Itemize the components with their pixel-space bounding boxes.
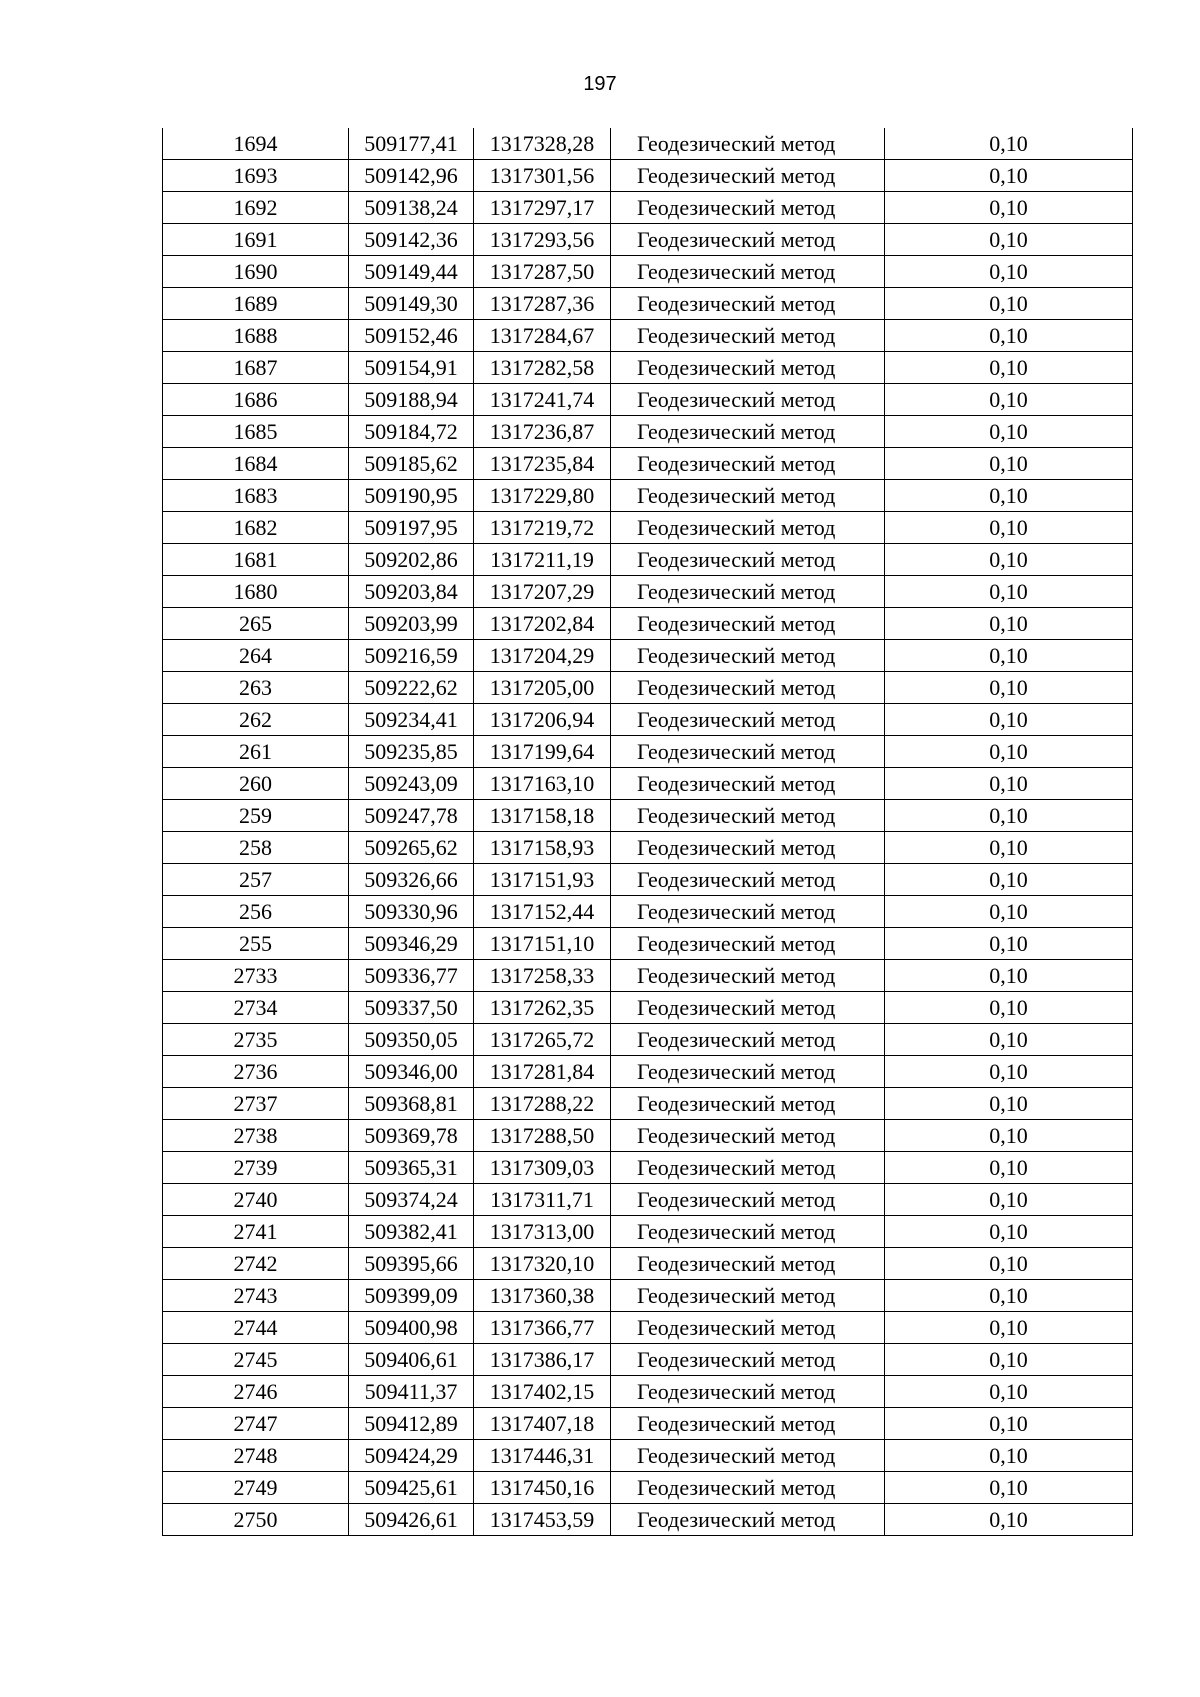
table-row: [163, 672, 1133, 704]
method-cell: Геодезический метод: [611, 448, 885, 480]
point-number-cell: 1693: [163, 160, 349, 192]
accuracy-cell: 0,10: [885, 992, 1133, 1024]
method-cell: Геодезический метод: [611, 1312, 885, 1344]
accuracy-cell: 0,10: [885, 1216, 1133, 1248]
x-coordinate-cell: 509197,95: [349, 512, 474, 544]
x-coordinate-cell: 509382,41: [349, 1216, 474, 1248]
method-cell: Геодезический метод: [611, 1024, 885, 1056]
point-number-cell: 1687: [163, 352, 349, 384]
accuracy-cell: 0,10: [885, 416, 1133, 448]
x-coordinate-cell: 509412,89: [349, 1408, 474, 1440]
page-number: 197: [583, 73, 617, 95]
method-cell: Геодезический метод: [611, 1088, 885, 1120]
point-number-cell: 2737: [163, 1088, 349, 1120]
table-row: [163, 448, 1133, 480]
table-row: [163, 896, 1133, 928]
y-coordinate-cell: 1317287,50: [474, 256, 611, 288]
x-coordinate-cell: 509265,62: [349, 832, 474, 864]
accuracy-cell: 0,10: [885, 352, 1133, 384]
y-coordinate-cell: 1317219,72: [474, 512, 611, 544]
point-number-cell: 1692: [163, 192, 349, 224]
x-coordinate-cell: 509149,30: [349, 288, 474, 320]
accuracy-cell: 0,10: [885, 704, 1133, 736]
y-coordinate-cell: 1317407,18: [474, 1408, 611, 1440]
table-row: [163, 384, 1133, 416]
point-number-cell: 2743: [163, 1280, 349, 1312]
x-coordinate-cell: 509184,72: [349, 416, 474, 448]
x-coordinate-cell: 509149,44: [349, 256, 474, 288]
method-cell: Геодезический метод: [611, 992, 885, 1024]
table-row: [163, 416, 1133, 448]
x-coordinate-cell: 509142,96: [349, 160, 474, 192]
x-coordinate-cell: 509154,91: [349, 352, 474, 384]
accuracy-cell: 0,10: [885, 512, 1133, 544]
accuracy-cell: 0,10: [885, 288, 1133, 320]
table-row: [163, 512, 1133, 544]
y-coordinate-cell: 1317282,58: [474, 352, 611, 384]
y-coordinate-cell: 1317281,84: [474, 1056, 611, 1088]
table-row: [163, 1184, 1133, 1216]
x-coordinate-cell: 509426,61: [349, 1504, 474, 1536]
y-coordinate-cell: 1317241,74: [474, 384, 611, 416]
y-coordinate-cell: 1317311,71: [474, 1184, 611, 1216]
accuracy-cell: 0,10: [885, 1184, 1133, 1216]
table-row: [163, 128, 1133, 160]
accuracy-cell: 0,10: [885, 1504, 1133, 1536]
table-row: [163, 192, 1133, 224]
point-number-cell: 265: [163, 608, 349, 640]
x-coordinate-cell: 509177,41: [349, 128, 474, 160]
x-coordinate-cell: 509365,31: [349, 1152, 474, 1184]
accuracy-cell: 0,10: [885, 448, 1133, 480]
accuracy-cell: 0,10: [885, 480, 1133, 512]
method-cell: Геодезический метод: [611, 608, 885, 640]
point-number-cell: 257: [163, 864, 349, 896]
point-number-cell: 2750: [163, 1504, 349, 1536]
x-coordinate-cell: 509190,95: [349, 480, 474, 512]
y-coordinate-cell: 1317258,33: [474, 960, 611, 992]
x-coordinate-cell: 509152,46: [349, 320, 474, 352]
y-coordinate-cell: 1317206,94: [474, 704, 611, 736]
y-coordinate-cell: 1317211,19: [474, 544, 611, 576]
y-coordinate-cell: 1317366,77: [474, 1312, 611, 1344]
table-row: [163, 224, 1133, 256]
method-cell: Геодезический метод: [611, 896, 885, 928]
point-number-cell: 1685: [163, 416, 349, 448]
method-cell: Геодезический метод: [611, 1248, 885, 1280]
table-row: [163, 1120, 1133, 1152]
table-row: [163, 288, 1133, 320]
accuracy-cell: 0,10: [885, 1248, 1133, 1280]
point-number-cell: 2736: [163, 1056, 349, 1088]
point-number-cell: 2738: [163, 1120, 349, 1152]
table-row: [163, 704, 1133, 736]
y-coordinate-cell: 1317313,00: [474, 1216, 611, 1248]
x-coordinate-cell: 509411,37: [349, 1376, 474, 1408]
method-cell: Геодезический метод: [611, 1376, 885, 1408]
y-coordinate-cell: 1317152,44: [474, 896, 611, 928]
point-number-cell: 255: [163, 928, 349, 960]
y-coordinate-cell: 1317301,56: [474, 160, 611, 192]
method-cell: Геодезический метод: [611, 960, 885, 992]
x-coordinate-cell: 509424,29: [349, 1440, 474, 1472]
accuracy-cell: 0,10: [885, 1024, 1133, 1056]
y-coordinate-cell: 1317297,17: [474, 192, 611, 224]
coordinates-table-body: [163, 128, 1133, 1536]
point-number-cell: 2744: [163, 1312, 349, 1344]
point-number-cell: 1688: [163, 320, 349, 352]
method-cell: Геодезический метод: [611, 128, 885, 160]
y-coordinate-cell: 1317204,29: [474, 640, 611, 672]
y-coordinate-cell: 1317202,84: [474, 608, 611, 640]
accuracy-cell: 0,10: [885, 544, 1133, 576]
table-row: [163, 1248, 1133, 1280]
x-coordinate-cell: 509188,94: [349, 384, 474, 416]
table-row: [163, 832, 1133, 864]
x-coordinate-cell: 509330,96: [349, 896, 474, 928]
method-cell: Геодезический метод: [611, 384, 885, 416]
x-coordinate-cell: 509425,61: [349, 1472, 474, 1504]
method-cell: Геодезический метод: [611, 256, 885, 288]
x-coordinate-cell: 509247,78: [349, 800, 474, 832]
method-cell: Геодезический метод: [611, 320, 885, 352]
point-number-cell: 260: [163, 768, 349, 800]
point-number-cell: 1680: [163, 576, 349, 608]
point-number-cell: 2741: [163, 1216, 349, 1248]
table-row: [163, 1312, 1133, 1344]
accuracy-cell: 0,10: [885, 160, 1133, 192]
point-number-cell: 263: [163, 672, 349, 704]
accuracy-cell: 0,10: [885, 128, 1133, 160]
method-cell: Геодезический метод: [611, 160, 885, 192]
x-coordinate-cell: 509337,50: [349, 992, 474, 1024]
method-cell: Геодезический метод: [611, 224, 885, 256]
accuracy-cell: 0,10: [885, 192, 1133, 224]
table-row: [163, 1376, 1133, 1408]
table-row: [163, 1440, 1133, 1472]
accuracy-cell: 0,10: [885, 1120, 1133, 1152]
accuracy-cell: 0,10: [885, 320, 1133, 352]
accuracy-cell: 0,10: [885, 1056, 1133, 1088]
y-coordinate-cell: 1317163,10: [474, 768, 611, 800]
table-row: [163, 864, 1133, 896]
accuracy-cell: 0,10: [885, 384, 1133, 416]
x-coordinate-cell: 509243,09: [349, 768, 474, 800]
point-number-cell: 1694: [163, 128, 349, 160]
table-row: [163, 640, 1133, 672]
table-row: [163, 1408, 1133, 1440]
x-coordinate-cell: 509406,61: [349, 1344, 474, 1376]
method-cell: Геодезический метод: [611, 1120, 885, 1152]
table-row: [163, 1280, 1133, 1312]
y-coordinate-cell: 1317158,93: [474, 832, 611, 864]
y-coordinate-cell: 1317151,93: [474, 864, 611, 896]
accuracy-cell: 0,10: [885, 928, 1133, 960]
x-coordinate-cell: 509235,85: [349, 736, 474, 768]
point-number-cell: 2740: [163, 1184, 349, 1216]
y-coordinate-cell: 1317402,15: [474, 1376, 611, 1408]
point-number-cell: 1683: [163, 480, 349, 512]
point-number-cell: 2735: [163, 1024, 349, 1056]
x-coordinate-cell: 509346,00: [349, 1056, 474, 1088]
method-cell: Геодезический метод: [611, 928, 885, 960]
point-number-cell: 261: [163, 736, 349, 768]
point-number-cell: 1681: [163, 544, 349, 576]
point-number-cell: 2746: [163, 1376, 349, 1408]
table-row: [163, 576, 1133, 608]
accuracy-cell: 0,10: [885, 1152, 1133, 1184]
method-cell: Геодезический метод: [611, 1344, 885, 1376]
y-coordinate-cell: 1317236,87: [474, 416, 611, 448]
x-coordinate-cell: 509234,41: [349, 704, 474, 736]
y-coordinate-cell: 1317229,80: [474, 480, 611, 512]
y-coordinate-cell: 1317446,31: [474, 1440, 611, 1472]
y-coordinate-cell: 1317293,56: [474, 224, 611, 256]
method-cell: Геодезический метод: [611, 1056, 885, 1088]
table-row: [163, 960, 1133, 992]
x-coordinate-cell: 509350,05: [349, 1024, 474, 1056]
accuracy-cell: 0,10: [885, 1088, 1133, 1120]
accuracy-cell: 0,10: [885, 1312, 1133, 1344]
point-number-cell: 2745: [163, 1344, 349, 1376]
point-number-cell: 264: [163, 640, 349, 672]
point-number-cell: 256: [163, 896, 349, 928]
method-cell: Геодезический метод: [611, 1472, 885, 1504]
y-coordinate-cell: 1317199,64: [474, 736, 611, 768]
point-number-cell: 2739: [163, 1152, 349, 1184]
accuracy-cell: 0,10: [885, 672, 1133, 704]
table-row: [163, 1056, 1133, 1088]
x-coordinate-cell: 509142,36: [349, 224, 474, 256]
coordinates-table: [162, 128, 1133, 1536]
accuracy-cell: 0,10: [885, 1408, 1133, 1440]
method-cell: Геодезический метод: [611, 832, 885, 864]
method-cell: Геодезический метод: [611, 480, 885, 512]
y-coordinate-cell: 1317450,16: [474, 1472, 611, 1504]
table-row: [163, 1216, 1133, 1248]
accuracy-cell: 0,10: [885, 800, 1133, 832]
table-row: [163, 1472, 1133, 1504]
accuracy-cell: 0,10: [885, 256, 1133, 288]
accuracy-cell: 0,10: [885, 768, 1133, 800]
table-row: [163, 320, 1133, 352]
point-number-cell: 258: [163, 832, 349, 864]
method-cell: Геодезический метод: [611, 576, 885, 608]
point-number-cell: 262: [163, 704, 349, 736]
y-coordinate-cell: 1317360,38: [474, 1280, 611, 1312]
x-coordinate-cell: 509185,62: [349, 448, 474, 480]
method-cell: Геодезический метод: [611, 736, 885, 768]
table-row: [163, 160, 1133, 192]
accuracy-cell: 0,10: [885, 1376, 1133, 1408]
method-cell: Геодезический метод: [611, 512, 885, 544]
table-row: [163, 1152, 1133, 1184]
x-coordinate-cell: 509203,84: [349, 576, 474, 608]
x-coordinate-cell: 509369,78: [349, 1120, 474, 1152]
method-cell: Геодезический метод: [611, 544, 885, 576]
method-cell: Геодезический метод: [611, 768, 885, 800]
point-number-cell: 1682: [163, 512, 349, 544]
method-cell: Геодезический метод: [611, 352, 885, 384]
table-row: [163, 480, 1133, 512]
point-number-cell: 259: [163, 800, 349, 832]
x-coordinate-cell: 509374,24: [349, 1184, 474, 1216]
x-coordinate-cell: 509368,81: [349, 1088, 474, 1120]
x-coordinate-cell: 509203,99: [349, 608, 474, 640]
accuracy-cell: 0,10: [885, 864, 1133, 896]
y-coordinate-cell: 1317288,22: [474, 1088, 611, 1120]
accuracy-cell: 0,10: [885, 736, 1133, 768]
x-coordinate-cell: 509346,29: [349, 928, 474, 960]
accuracy-cell: 0,10: [885, 896, 1133, 928]
point-number-cell: 1690: [163, 256, 349, 288]
method-cell: Геодезический метод: [611, 640, 885, 672]
table-row: [163, 1088, 1133, 1120]
accuracy-cell: 0,10: [885, 608, 1133, 640]
point-number-cell: 2742: [163, 1248, 349, 1280]
point-number-cell: 2734: [163, 992, 349, 1024]
point-number-cell: 1684: [163, 448, 349, 480]
x-coordinate-cell: 509395,66: [349, 1248, 474, 1280]
table-row: [163, 352, 1133, 384]
table-row: [163, 1344, 1133, 1376]
accuracy-cell: 0,10: [885, 224, 1133, 256]
method-cell: Геодезический метод: [611, 1440, 885, 1472]
accuracy-cell: 0,10: [885, 1440, 1133, 1472]
method-cell: Геодезический метод: [611, 1216, 885, 1248]
point-number-cell: 2749: [163, 1472, 349, 1504]
y-coordinate-cell: 1317386,17: [474, 1344, 611, 1376]
table-row: [163, 928, 1133, 960]
y-coordinate-cell: 1317453,59: [474, 1504, 611, 1536]
accuracy-cell: 0,10: [885, 1344, 1133, 1376]
method-cell: Геодезический метод: [611, 288, 885, 320]
method-cell: Геодезический метод: [611, 1152, 885, 1184]
y-coordinate-cell: 1317235,84: [474, 448, 611, 480]
method-cell: Геодезический метод: [611, 1280, 885, 1312]
table-row: [163, 256, 1133, 288]
accuracy-cell: 0,10: [885, 576, 1133, 608]
x-coordinate-cell: 509400,98: [349, 1312, 474, 1344]
x-coordinate-cell: 509216,59: [349, 640, 474, 672]
table-row: [163, 768, 1133, 800]
y-coordinate-cell: 1317205,00: [474, 672, 611, 704]
table-row: [163, 736, 1133, 768]
point-number-cell: 1689: [163, 288, 349, 320]
point-number-cell: 2733: [163, 960, 349, 992]
method-cell: Геодезический метод: [611, 192, 885, 224]
y-coordinate-cell: 1317287,36: [474, 288, 611, 320]
x-coordinate-cell: 509336,77: [349, 960, 474, 992]
table-row: [163, 800, 1133, 832]
y-coordinate-cell: 1317320,10: [474, 1248, 611, 1280]
method-cell: Геодезический метод: [611, 1184, 885, 1216]
method-cell: Геодезический метод: [611, 1504, 885, 1536]
point-number-cell: 1686: [163, 384, 349, 416]
x-coordinate-cell: 509326,66: [349, 864, 474, 896]
x-coordinate-cell: 509202,86: [349, 544, 474, 576]
table-row: [163, 544, 1133, 576]
method-cell: Геодезический метод: [611, 864, 885, 896]
accuracy-cell: 0,10: [885, 960, 1133, 992]
x-coordinate-cell: 509138,24: [349, 192, 474, 224]
point-number-cell: 2747: [163, 1408, 349, 1440]
table-row: [163, 1024, 1133, 1056]
y-coordinate-cell: 1317288,50: [474, 1120, 611, 1152]
x-coordinate-cell: 509399,09: [349, 1280, 474, 1312]
x-coordinate-cell: 509222,62: [349, 672, 474, 704]
point-number-cell: 1691: [163, 224, 349, 256]
accuracy-cell: 0,10: [885, 1280, 1133, 1312]
method-cell: Геодезический метод: [611, 672, 885, 704]
y-coordinate-cell: 1317151,10: [474, 928, 611, 960]
point-number-cell: 2748: [163, 1440, 349, 1472]
table-row: [163, 992, 1133, 1024]
y-coordinate-cell: 1317309,03: [474, 1152, 611, 1184]
y-coordinate-cell: 1317328,28: [474, 128, 611, 160]
table-row: [163, 608, 1133, 640]
accuracy-cell: 0,10: [885, 1472, 1133, 1504]
y-coordinate-cell: 1317284,67: [474, 320, 611, 352]
y-coordinate-cell: 1317262,35: [474, 992, 611, 1024]
y-coordinate-cell: 1317207,29: [474, 576, 611, 608]
table-row: [163, 1504, 1133, 1536]
method-cell: Геодезический метод: [611, 1408, 885, 1440]
method-cell: Геодезический метод: [611, 416, 885, 448]
accuracy-cell: 0,10: [885, 640, 1133, 672]
accuracy-cell: 0,10: [885, 832, 1133, 864]
y-coordinate-cell: 1317158,18: [474, 800, 611, 832]
method-cell: Геодезический метод: [611, 704, 885, 736]
y-coordinate-cell: 1317265,72: [474, 1024, 611, 1056]
method-cell: Геодезический метод: [611, 800, 885, 832]
